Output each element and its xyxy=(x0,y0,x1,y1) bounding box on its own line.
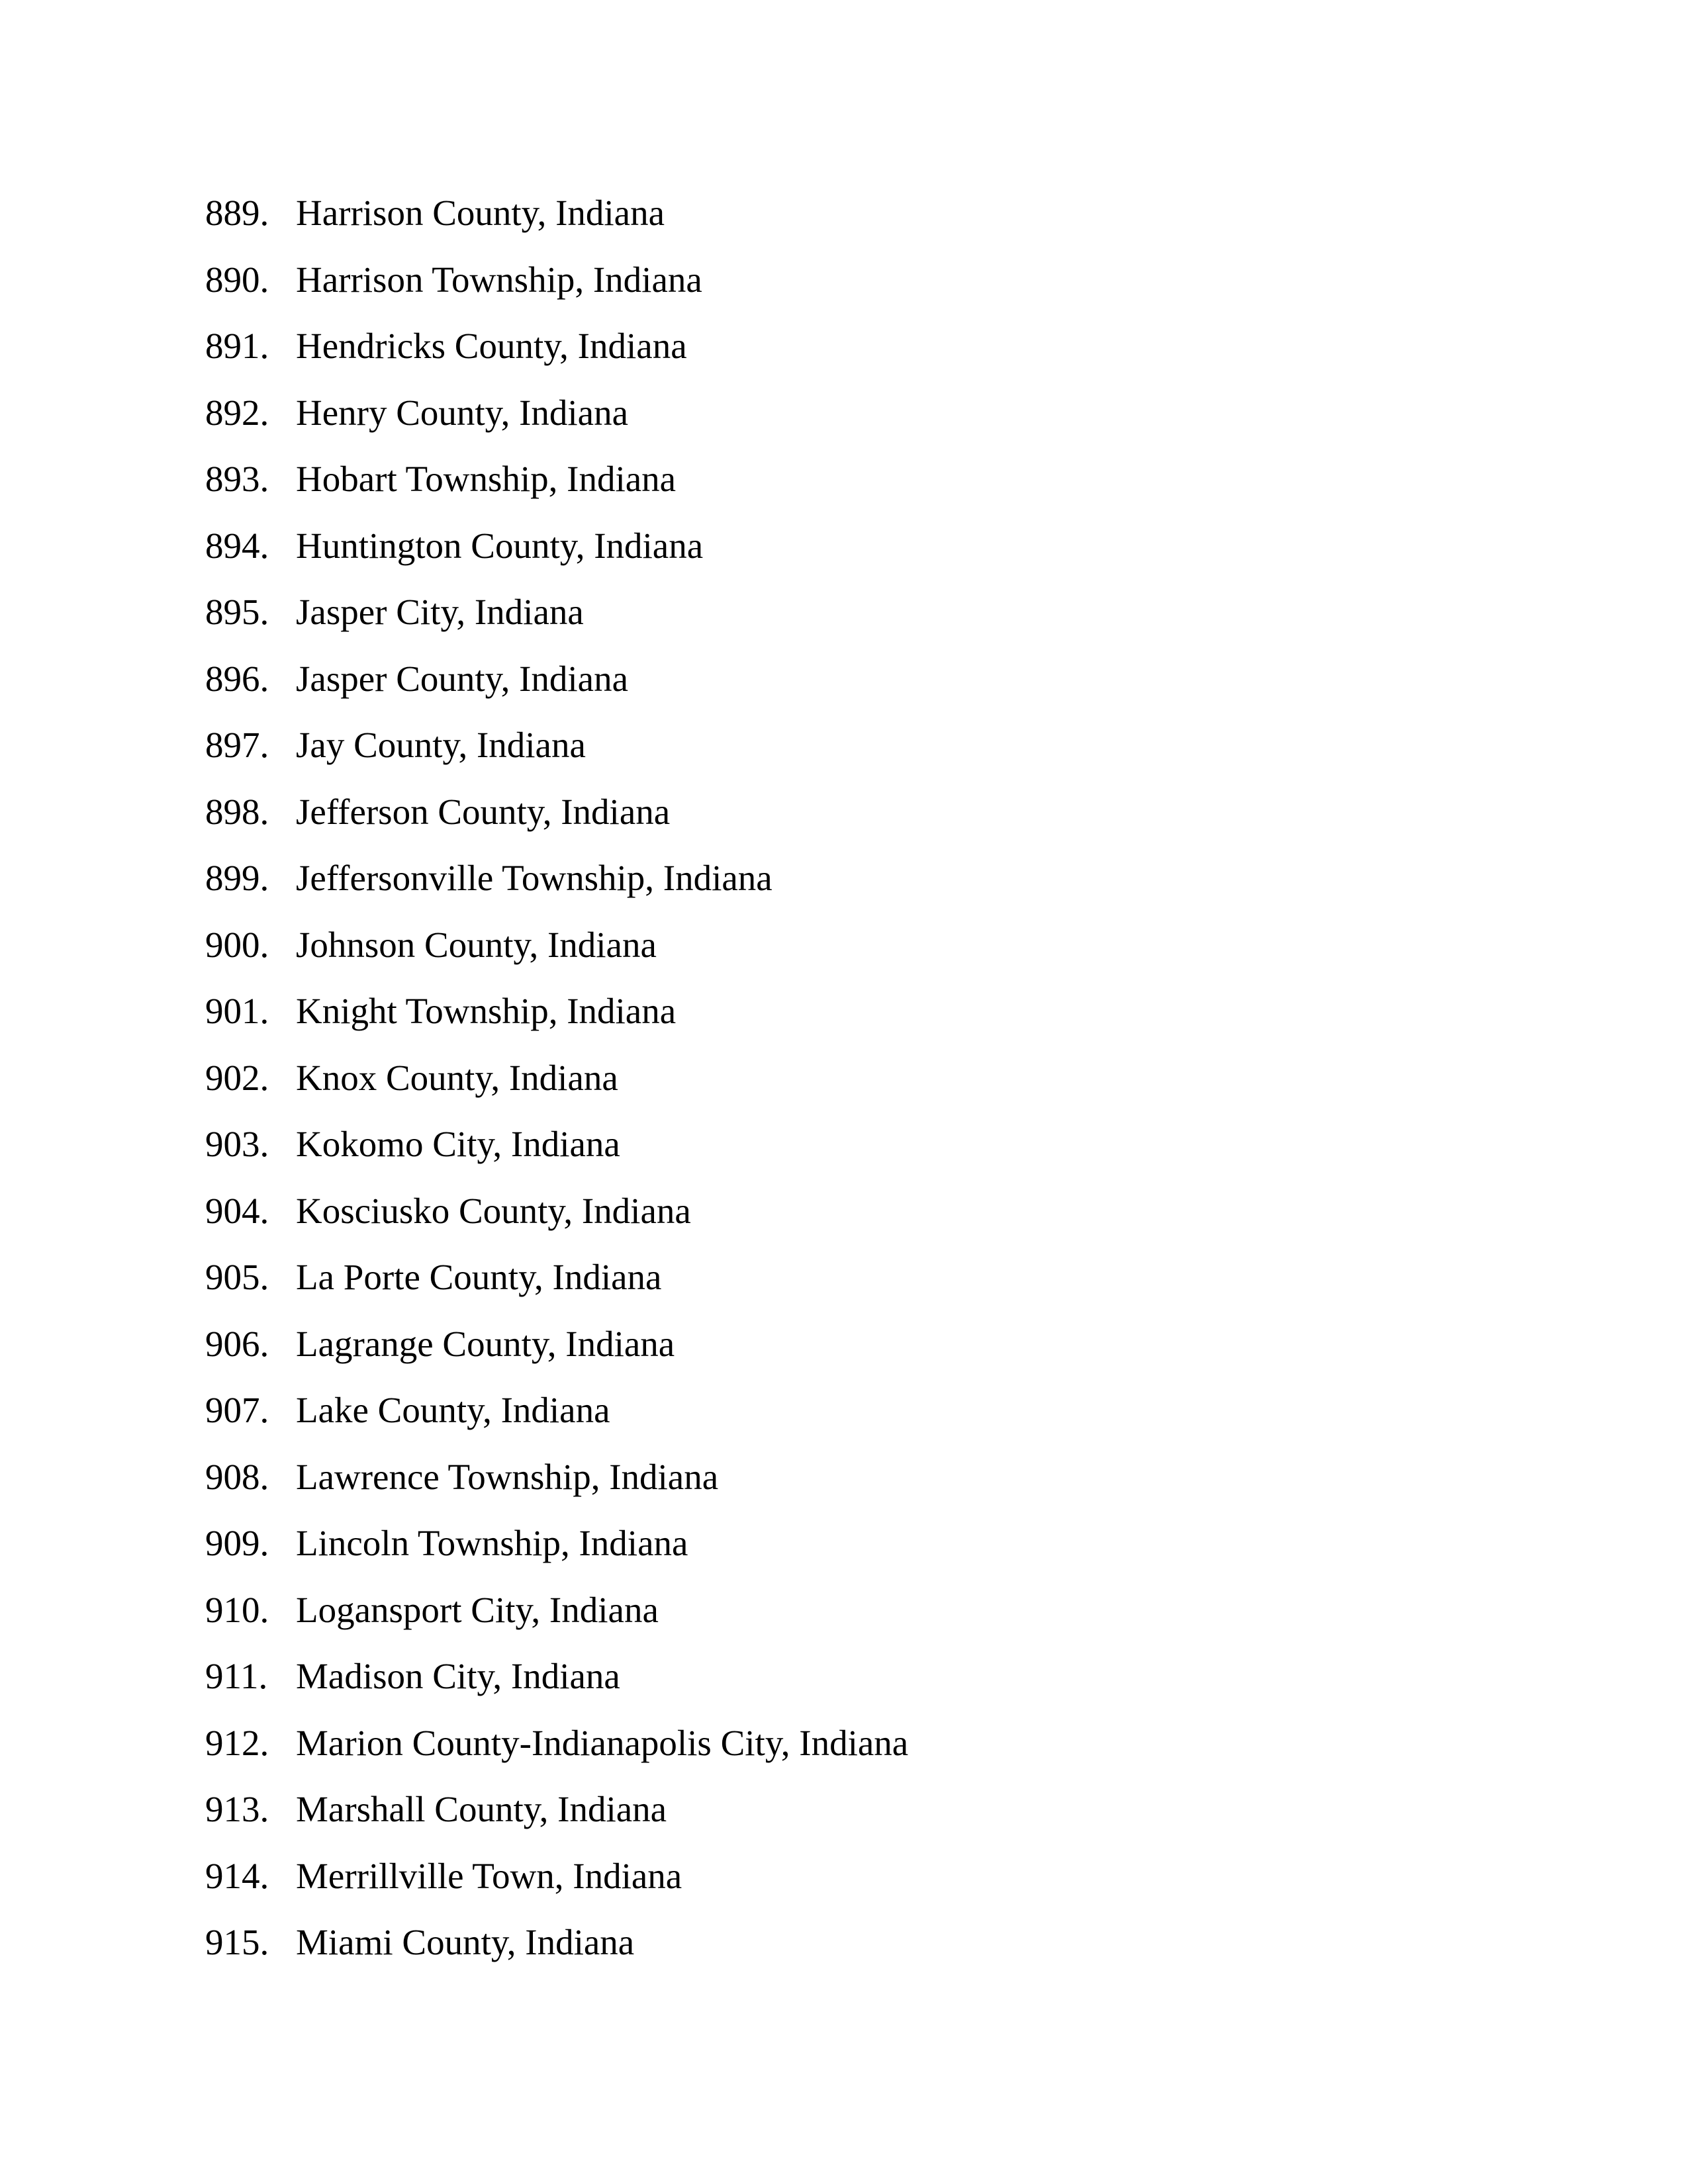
list-item xyxy=(205,392,908,459)
list-item-text: Logansport City, Indiana xyxy=(296,1589,659,1630)
list-item xyxy=(205,1722,908,1789)
list-item xyxy=(205,325,908,392)
list-item-text: Hobart Township, Indiana xyxy=(296,459,677,499)
list-item xyxy=(205,724,908,791)
list-item-text: Huntington County, Indiana xyxy=(296,525,704,566)
list-item-text: Jeffersonville Township, Indiana xyxy=(296,858,773,898)
list-item-text: La Porte County, Indiana xyxy=(296,1257,662,1297)
list-item-text: Madison City, Indiana xyxy=(296,1656,620,1696)
list-item xyxy=(205,1456,908,1523)
list-item xyxy=(205,1256,908,1323)
numbered-list xyxy=(205,192,908,1988)
list-item-text: Miami County, Indiana xyxy=(296,1922,635,1962)
list-item-number: 905. xyxy=(205,1257,269,1297)
list-item xyxy=(205,658,908,725)
list-item xyxy=(205,1921,908,1988)
list-item-number: 899. xyxy=(205,858,269,898)
list-item xyxy=(205,591,908,658)
list-item-text: Kokomo City, Indiana xyxy=(296,1124,620,1164)
list-item xyxy=(205,525,908,592)
list-item-number: 913. xyxy=(205,1789,269,1829)
list-item xyxy=(205,857,908,924)
list-item xyxy=(205,924,908,991)
list-item-number: 892. xyxy=(205,392,269,433)
list-item-number: 898. xyxy=(205,791,269,832)
list-item xyxy=(205,791,908,858)
list-item-number: 895. xyxy=(205,592,269,632)
list-item xyxy=(205,192,908,259)
list-item-text: Lincoln Township, Indiana xyxy=(296,1523,688,1563)
list-item-number: 890. xyxy=(205,259,269,300)
list-item xyxy=(205,1323,908,1390)
list-item-number: 909. xyxy=(205,1523,269,1563)
list-item-number: 911. xyxy=(205,1656,268,1696)
list-item-number: 903. xyxy=(205,1124,269,1164)
list-item-text: Marion County-Indianapolis City, Indiana xyxy=(296,1722,909,1763)
list-item-number: 907. xyxy=(205,1390,269,1430)
list-item xyxy=(205,1389,908,1456)
list-item xyxy=(205,458,908,525)
list-item xyxy=(205,1190,908,1257)
list-item-text: Knight Township, Indiana xyxy=(296,991,677,1031)
list-item-text: Jefferson County, Indiana xyxy=(296,791,671,832)
list-item xyxy=(205,1522,908,1589)
list-item xyxy=(205,259,908,326)
list-item-text: Knox County, Indiana xyxy=(296,1057,618,1098)
list-item-text: Marshall County, Indiana xyxy=(296,1789,667,1829)
list-item-text: Henry County, Indiana xyxy=(296,392,629,433)
list-item-text: Lagrange County, Indiana xyxy=(296,1323,675,1364)
list-item-number: 901. xyxy=(205,991,269,1031)
list-item xyxy=(205,1855,908,1922)
list-item-text: Harrison Township, Indiana xyxy=(296,259,702,300)
list-item-text: Lawrence Township, Indiana xyxy=(296,1456,719,1497)
list-item-number: 904. xyxy=(205,1190,269,1231)
list-item-number: 902. xyxy=(205,1057,269,1098)
list-item xyxy=(205,1123,908,1190)
list-item-number: 900. xyxy=(205,924,269,965)
list-item-number: 910. xyxy=(205,1589,269,1630)
list-item-text: Jasper County, Indiana xyxy=(296,658,629,699)
list-item-text: Jasper City, Indiana xyxy=(296,592,584,632)
list-item-number: 894. xyxy=(205,525,269,566)
list-item xyxy=(205,1655,908,1722)
list-item xyxy=(205,1057,908,1124)
list-item-text: Hendricks County, Indiana xyxy=(296,326,687,366)
list-item-text: Jay County, Indiana xyxy=(296,725,586,765)
list-item-number: 889. xyxy=(205,193,269,233)
list-item-text: Harrison County, Indiana xyxy=(296,193,665,233)
list-item-text: Lake County, Indiana xyxy=(296,1390,610,1430)
list-item-number: 915. xyxy=(205,1922,269,1962)
list-item-number: 908. xyxy=(205,1456,269,1497)
list-item-number: 914. xyxy=(205,1855,269,1896)
list-item-text: Merrillville Town, Indiana xyxy=(296,1855,682,1896)
list-item-number: 891. xyxy=(205,326,269,366)
list-item-number: 897. xyxy=(205,725,269,765)
list-item-number: 912. xyxy=(205,1722,269,1763)
list-item xyxy=(205,990,908,1057)
list-item xyxy=(205,1589,908,1656)
list-item-number: 906. xyxy=(205,1323,269,1364)
list-item-number: 893. xyxy=(205,459,269,499)
list-item-text: Kosciusko County, Indiana xyxy=(296,1190,691,1231)
list-item-text: Johnson County, Indiana xyxy=(296,924,657,965)
list-item xyxy=(205,1788,908,1855)
list-item-number: 896. xyxy=(205,658,269,699)
